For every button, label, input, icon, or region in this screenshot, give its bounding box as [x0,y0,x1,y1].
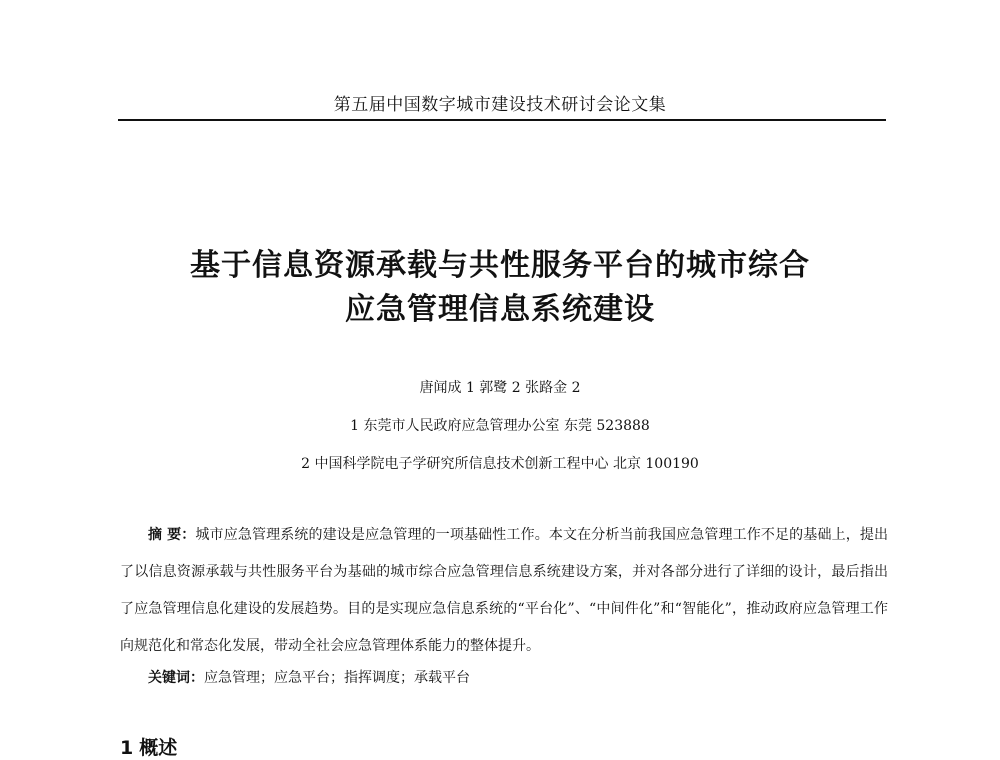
paper-title-line-2: 应急管理信息系统建设 [345,292,655,327]
paper-title-line-1: 基于信息资源承载与共性服务平台的城市综合 [190,248,810,283]
section-number: 1 [120,737,134,759]
keywords [148,667,470,687]
abstract [120,517,888,665]
keywords-text: 应急管理；应急平台；指挥调度；承载平台 [204,670,470,686]
abstract-text: 城市应急管理系统的建设是应急管理的一项基础性工作。本文在分析当前我国应急管理工作不足的基础上，提出了以信息资源承载与共性服务平台为基础的城市综合应急管理信息系统建设方案，并对各部分进行了详细的设计，最后指出了应急管理信息化建设的发展趋势。目的是实现应急信息系统的“平台化”、“中间件化”和“智能化”，推动政府应急管理工作向规范化和常态化发展，带动全社会应急管理体系能力的整体提升。 [120,527,888,654]
affiliation-2: 2 中国科学院电子学研究所信息技术创新工程中心 北京 100190 [301,456,699,472]
abstract-label: 摘 要： [148,527,196,543]
section-title: 概述 [139,737,178,759]
section-heading [120,733,177,760]
paper-title [0,244,1000,332]
keywords-label: 关键词： [148,670,204,686]
affiliation-1: 1 东莞市人民政府应急管理办公室 东莞 523888 [350,418,650,434]
author-list: 唐闻成 1 郭鹭 2 张路金 2 [419,380,581,396]
header-rule [118,119,886,121]
running-header: 第五届中国数字城市建设技术研讨会论文集 [333,95,667,115]
